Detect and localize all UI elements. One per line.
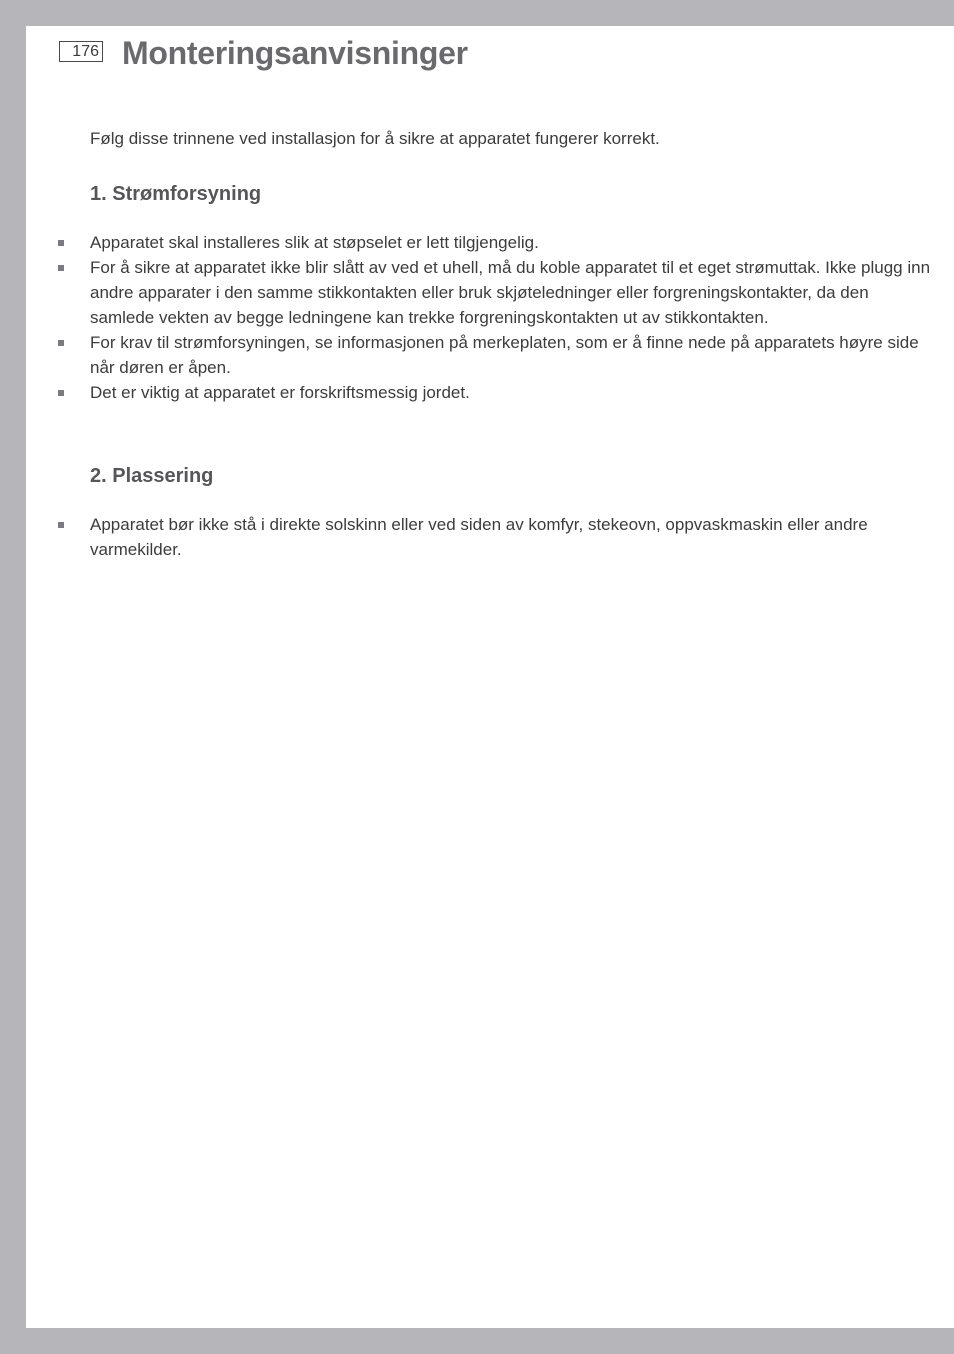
placement-list — [56, 512, 936, 562]
list-item — [56, 230, 936, 255]
list-item-text: For krav til strømforsyningen, se informasjonen på merkeplaten, som er å finne nede på apparatets høyre side når døren er åpen. — [90, 333, 919, 377]
list-item — [56, 512, 936, 562]
document-page — [26, 26, 954, 1328]
square-bullet-icon — [58, 240, 64, 246]
square-bullet-icon — [58, 340, 64, 346]
square-bullet-icon — [58, 522, 64, 528]
section-heading-placement: 2. Plassering — [90, 465, 214, 487]
section-heading-power-supply: 1. Strømforsyning — [90, 183, 262, 205]
power-supply-list — [56, 230, 936, 405]
list-item — [56, 255, 936, 330]
list-item — [56, 380, 936, 405]
page-number: 176 — [59, 41, 103, 62]
list-item-text: Det er viktig at apparatet er forskriftsmessig jordet. — [90, 383, 470, 402]
square-bullet-icon — [58, 265, 64, 271]
list-item — [56, 330, 936, 380]
page-title: Monteringsanvisninger — [122, 35, 468, 71]
list-item-text: Apparatet bør ikke stå i direkte solskinn eller ved siden av komfyr, stekeovn, oppvaskmaskin eller andre varmekilder. — [90, 515, 868, 559]
square-bullet-icon — [58, 390, 64, 396]
list-item-text: For å sikre at apparatet ikke blir slått av ved et uhell, må du koble apparatet til et eget strømuttak. Ikke plugg inn andre apparater i den samme stikkontakten eller bruk skjøteledninger eller forgreningskontakter, da den samlede vekten av begge ledningene kan trekke forgreningskontakten ut av stikkontakten. — [90, 258, 931, 327]
intro-paragraph: Følg disse trinnene ved installasjon for å sikre at apparatet fungerer korrekt. — [90, 129, 660, 148]
list-item-text: Apparatet skal installeres slik at støpselet er lett tilgjengelig. — [90, 233, 539, 252]
